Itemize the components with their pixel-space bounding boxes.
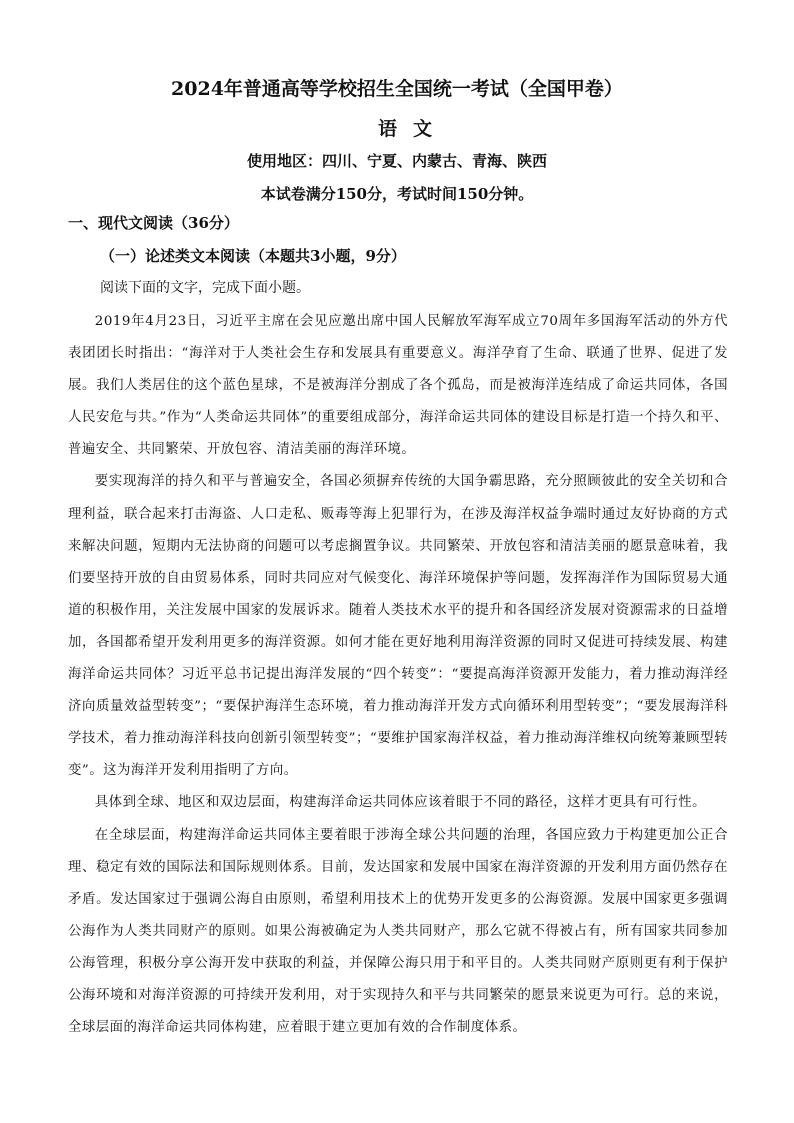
passage-paragraph-4: 在全球层面，构建海洋命运共同体主要着眼于涉海全球公共问题的治理，各国应致力于构建更加公正合理、稳定有效的国际法和国际规则体系。目前，发达国家和发展中国家在海洋资源的开发利用方面仍然存在矛盾。发达国家过于强调公海自由原则，希望利用技术上的优势开发更多的公海资源。发展中国家更多强调公海作为人类共同财产的原则。如果公海被确定为人类共同财产，那么它就不得被占有，所有国家共同参加公海管理，积极分享公海开发中获取的利益，并保障公海只用于和平目的。人类共同财产原则更有利于保护公海环境和对海洋资源的可持续开发利用，对于实现持久和平与共同繁荣的愿景来说更为可行。总的来说，全球层面的海洋命运共同体构建，应着眼于建立更加有效的合作制度体系。 — [68, 827, 728, 1036]
section-subheading: （一）论述类文本阅读（本题共3小题，9分） — [100, 247, 406, 265]
exam-info: 本试卷满分150分，考试时间150分钟。 — [260, 185, 534, 203]
exam-subject: 语文 — [377, 118, 448, 140]
passage-paragraph-2: 要实现海洋的持久和平与普遍安全，各国必须摒弃传统的大国争霸思路，充分照顾彼此的安全关切和合理利益，联合起来打击海盗、人口走私、贩毒等海上犯罪行为，在涉及海洋权益争端时通过友好协商的方式来解决问题，短期内无法协商的问题可以考虑搁置争议。共同繁荣、开放包容和清洁美丽的愿景意味着，我们要坚持开放的自由贸易体系，同时共同应对气候变化、海洋环境保护等问题，发挥海洋作为国际贸易大通道的积极作用，关注发展中国家的发展诉求。随着人类技术水平的提升和各国经济发展对资源需求的日益增加，各国都希望开发利用更多的海洋资源。如何才能在更好地利用海洋资源的同时又促进可持续发展、构建海洋命运共同体？习近平总书记提出海洋发展的“四个转变”：“要提高海洋资源开发能力，着力推动海洋经济向质量效益型转变”；“要保护海洋生态环境，着力推动海洋开发方式向循环利用型转变”；“要发展海洋科学技术，着力推动海洋科技向创新引领型转变”；“要维护国家海洋权益，着力推动海洋维权向统筹兼顾型转变”。这为海洋开发利用指明了方向。 — [68, 474, 728, 779]
exam-regions: 使用地区：四川、宁夏、内蒙古、青海、陕西 — [246, 152, 547, 170]
section-heading: 一、现代文阅读（36分） — [68, 214, 239, 232]
passage-paragraph-3: 具体到全球、地区和双边层面，构建海洋命运共同体应该着眼于不同的路径，这样才更具有可行性。 — [94, 795, 706, 811]
passage-body — [68, 306, 728, 1044]
passage-paragraph-1: 2019年4月23日，习近平主席在会见应邀出席中国人民解放军海军成立70周年多国海军活动的外方代表团团长时指出：“海洋对于人类社会生存和发展具有重要意义。海洋孕育了生命、联通了世界、促进了发展。我们人类居住的这个蓝色星球，不是被海洋分割成了各个孤岛，而是被海洋连结成了命运共同体，各国人民安危与共。”作为“人类命运共同体”的重要组成部分，海洋命运共同体的建设目标是打造一个持久和平、普遍安全、共同繁荣、开放包容、清洁美丽的海洋环境。 — [68, 314, 728, 458]
reading-instruction: 阅读下面的文字，完成下面小题。 — [100, 280, 310, 296]
exam-title: 2024年普通高等学校招生全国统一考试（全国甲卷） — [171, 78, 623, 100]
